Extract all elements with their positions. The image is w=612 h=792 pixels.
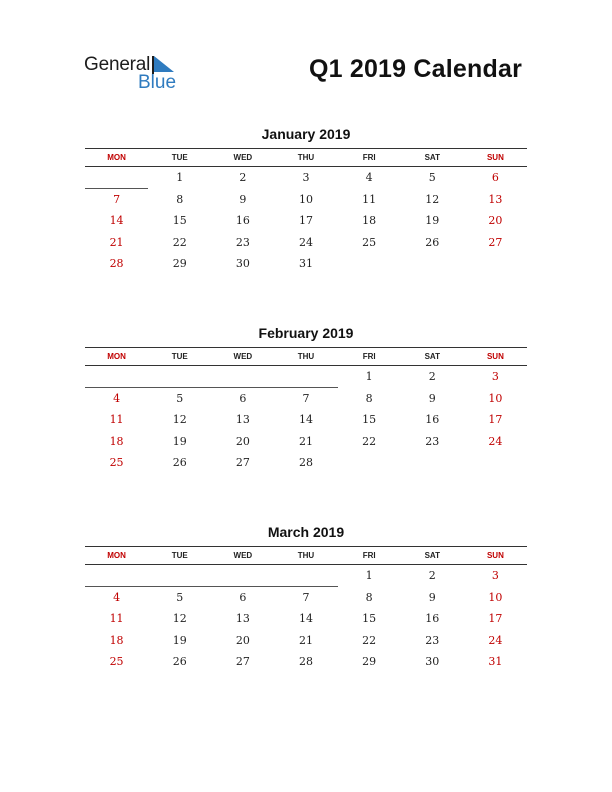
- day-cell: 30: [235, 257, 250, 270]
- day-cell: 27: [235, 456, 250, 469]
- day-cell: 22: [362, 434, 377, 448]
- day-cell: 21: [298, 633, 313, 647]
- day-cell: 15: [362, 413, 377, 426]
- day-cell: 15: [172, 214, 187, 227]
- day-cell: 3: [491, 569, 499, 582]
- page-title: Q1 2019 Calendar: [308, 55, 522, 83]
- day-cell: 24: [488, 434, 503, 448]
- day-cell: 2: [428, 370, 436, 383]
- day-cell: 5: [176, 391, 184, 405]
- weekday-label-fri: FRI: [362, 352, 376, 361]
- day-cell: 24: [298, 235, 313, 249]
- day-cell: 16: [235, 214, 250, 227]
- day-cell: 8: [176, 192, 184, 206]
- day-cell: 19: [425, 214, 440, 227]
- day-cell: 4: [113, 590, 121, 604]
- day-cell: 8: [365, 391, 373, 405]
- day-cell: 31: [298, 257, 313, 270]
- day-cell: 19: [172, 633, 187, 647]
- month-title: March 2019: [267, 524, 345, 540]
- empty-day-cell: [148, 565, 211, 587]
- day-cell: 26: [172, 655, 187, 668]
- day-cell: 24: [488, 633, 503, 647]
- generalblue-logo: [84, 52, 184, 96]
- weekday-label-sun: SUN: [486, 352, 504, 361]
- day-cell: 1: [176, 171, 184, 184]
- day-cell: 11: [362, 192, 377, 206]
- weekday-label-thu: THU: [297, 352, 315, 361]
- weekday-label-thu: THU: [297, 153, 315, 162]
- weekday-header-row: [85, 347, 527, 366]
- empty-day-cell: [401, 452, 464, 474]
- weekday-label-mon: MON: [107, 153, 126, 162]
- day-cell: 4: [365, 171, 373, 184]
- day-cell: 18: [362, 214, 377, 227]
- day-cell: 16: [425, 612, 440, 625]
- day-cell: 12: [425, 192, 440, 206]
- weekday-label-fri: FRI: [362, 551, 376, 560]
- day-cell: 31: [488, 655, 503, 668]
- day-cell: 6: [239, 590, 247, 604]
- day-cell: 15: [362, 612, 377, 625]
- day-cell: 28: [298, 655, 313, 668]
- day-cell: 16: [425, 413, 440, 426]
- day-cell: 9: [428, 590, 436, 604]
- day-cell: 22: [172, 235, 187, 249]
- weekday-label-wed: WED: [233, 352, 253, 361]
- month-title: February 2019: [258, 325, 354, 341]
- day-cell: 14: [109, 214, 124, 227]
- day-cell: 25: [362, 235, 377, 249]
- day-cell: 17: [298, 214, 313, 227]
- day-cell: 13: [235, 413, 250, 426]
- empty-day-cell: [464, 452, 527, 474]
- day-cell: 28: [298, 456, 313, 469]
- day-cell: 26: [172, 456, 187, 469]
- day-cell: 20: [235, 434, 250, 448]
- day-cell: 20: [235, 633, 250, 647]
- weekday-header-row: [85, 148, 527, 167]
- weekday-label-tue: TUE: [171, 551, 188, 560]
- weekday-label-sun: SUN: [486, 551, 504, 560]
- day-cell: 14: [298, 413, 313, 426]
- day-cell: 9: [428, 391, 436, 405]
- day-cell: 17: [488, 612, 503, 625]
- day-cell: 9: [239, 192, 247, 206]
- weekday-label-tue: TUE: [171, 352, 188, 361]
- day-cell: 11: [109, 612, 124, 625]
- weekday-label-mon: MON: [107, 551, 126, 560]
- day-cell: 5: [428, 171, 436, 184]
- month-grid: [85, 366, 527, 474]
- day-cell: 18: [109, 434, 124, 448]
- day-cell: 25: [109, 655, 124, 668]
- logo-word-general: General: [84, 54, 151, 75]
- weekday-label-fri: FRI: [362, 153, 376, 162]
- day-cell: 10: [488, 590, 503, 604]
- day-cell: 23: [425, 434, 440, 448]
- empty-day-cell: [274, 366, 337, 388]
- day-cell: 1: [365, 370, 373, 383]
- day-cell: 27: [488, 235, 503, 249]
- weekday-label-sat: SAT: [424, 352, 440, 361]
- empty-day-cell: [338, 253, 401, 275]
- empty-day-cell: [401, 253, 464, 275]
- weekday-label-sun: SUN: [486, 153, 504, 162]
- month-title: January 2019: [261, 126, 351, 142]
- day-cell: 11: [109, 413, 124, 426]
- weekday-label-wed: WED: [233, 551, 253, 560]
- empty-day-cell: [148, 366, 211, 388]
- empty-day-cell: [338, 452, 401, 474]
- month-february: [85, 323, 527, 474]
- day-cell: 29: [172, 257, 187, 270]
- empty-day-cell: [211, 366, 274, 388]
- day-cell: 21: [298, 434, 313, 448]
- day-cell: 12: [172, 612, 187, 625]
- empty-day-cell: [85, 565, 148, 587]
- weekday-label-thu: THU: [297, 551, 315, 560]
- day-cell: 25: [109, 456, 124, 469]
- day-cell: 20: [488, 214, 503, 227]
- day-cell: 6: [491, 171, 499, 184]
- day-cell: 8: [365, 590, 373, 604]
- day-cell: 3: [302, 171, 310, 184]
- empty-day-cell: [274, 565, 337, 587]
- empty-day-cell: [85, 366, 148, 388]
- month-january: [85, 124, 527, 275]
- day-cell: 29: [362, 655, 377, 668]
- day-cell: 28: [109, 257, 124, 270]
- day-cell: 7: [302, 391, 310, 405]
- empty-day-cell: [85, 167, 148, 189]
- day-cell: 22: [362, 633, 377, 647]
- day-cell: 5: [176, 590, 184, 604]
- weekday-label-wed: WED: [233, 153, 253, 162]
- weekday-header-row: [85, 546, 527, 565]
- empty-day-cell: [211, 565, 274, 587]
- day-cell: 7: [113, 192, 121, 206]
- day-cell: 13: [235, 612, 250, 625]
- logo-word-blue: Blue: [138, 72, 177, 93]
- day-cell: 23: [235, 235, 250, 249]
- day-cell: 19: [172, 434, 187, 448]
- day-cell: 2: [428, 569, 436, 582]
- day-cell: 6: [239, 391, 247, 405]
- weekday-label-mon: MON: [107, 352, 126, 361]
- empty-day-cell: [464, 253, 527, 275]
- day-cell: 12: [172, 413, 187, 426]
- month-march: [85, 522, 527, 673]
- day-cell: 13: [488, 192, 503, 206]
- day-cell: 10: [488, 391, 503, 405]
- weekday-label-tue: TUE: [171, 153, 188, 162]
- weekday-label-sat: SAT: [424, 153, 440, 162]
- day-cell: 2: [239, 171, 247, 184]
- day-cell: 14: [298, 612, 313, 625]
- weekday-label-sat: SAT: [424, 551, 440, 560]
- day-cell: 23: [425, 633, 440, 647]
- day-cell: 30: [425, 655, 440, 668]
- day-cell: 27: [235, 655, 250, 668]
- month-grid: [85, 167, 527, 275]
- day-cell: 18: [109, 633, 124, 647]
- day-cell: 7: [302, 590, 310, 604]
- month-grid: [85, 565, 527, 673]
- day-cell: 26: [425, 235, 440, 249]
- day-cell: 21: [109, 235, 124, 249]
- day-cell: 4: [113, 391, 121, 405]
- day-cell: 17: [488, 413, 503, 426]
- day-cell: 3: [491, 370, 499, 383]
- day-cell: 10: [298, 192, 313, 206]
- day-cell: 1: [365, 569, 373, 582]
